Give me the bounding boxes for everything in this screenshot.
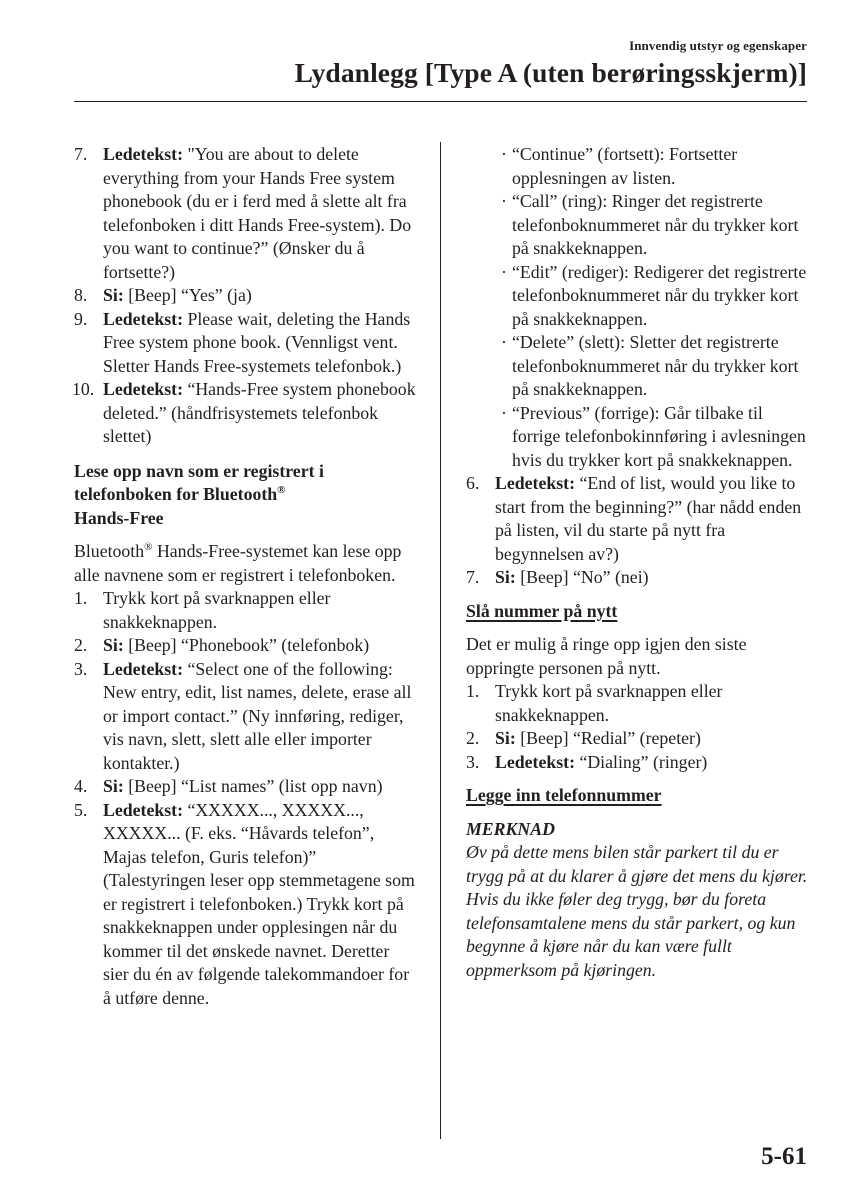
list-item [466, 727, 811, 751]
option-text: “Delete” (slett): Sletter det registrerte telefonboknummeret når du trykker kort på snakkeknappen. [512, 332, 799, 399]
step-text: “End of list, would you like to start from the beginning?” (har nådd enden på listen, vil du starte på nytt fra begynnelsen av?) [495, 473, 802, 564]
step-text: “XXXXX..., XXXXX..., XXXXX... (F. eks. “Håvards telefon”, Majas telefon, Guris telefon)” (Talestyringen leser opp stemmetagene som er registrert i telefonboken.) Trykk kort på snakkeknappen under opplesingen når du kommer til det ønskede navnet. Deretter sier du én av følgende talekommandoer for å utføre denne. [103, 799, 415, 1008]
heading-line: Lese opp navn som er registrert i [74, 460, 324, 481]
note-text: Øv på dette mens bilen står parkert til du er trygg på at du klarer å gjøre det mens du kjører. Hvis du ikke føler deg trygg, bør du foreta telefonsamtalene mens du står parkert, og kun begynne å kjøre når du kan være fullt oppmerksom på kjøringen. [466, 842, 808, 980]
steps-list-continue [466, 472, 811, 590]
title-divider [74, 101, 807, 102]
section-heading-enter-number: Legge inn telefonnummer [466, 785, 662, 805]
intro-paragraph [74, 540, 419, 587]
step-label: Si: [103, 635, 124, 655]
intro-text: Bluetooth [74, 541, 145, 561]
step-number: 1. [74, 588, 88, 608]
step-number: 1. [466, 681, 480, 701]
section-heading-redial: Slå nummer på nytt [466, 600, 618, 621]
list-item [466, 566, 811, 590]
step-text: “Hands-Free system phonebook deleted.” (håndfrisystemets telefonbok slettet) [103, 379, 416, 446]
bullet: · [501, 144, 507, 164]
step-label: Si: [495, 567, 516, 587]
step-number: 7. [466, 567, 480, 587]
step-label: Si: [103, 285, 124, 305]
list-item [466, 190, 811, 261]
option-text: “Previous” (forrige): Går tilbake til forrige telefonbokinnføring i avlesningen hvis du trykker kort på snakkeknappen. [512, 402, 806, 470]
bullet: · [501, 191, 507, 211]
steps-list-delete [74, 143, 419, 449]
page-title: Lydanlegg [Type A (uten berøringsskjerm)] [294, 57, 807, 88]
step-label: Ledetekst: [103, 308, 183, 329]
list-item [466, 751, 811, 775]
step-number: 4. [74, 776, 88, 796]
heading-line: Hands-Free [74, 507, 164, 528]
intro-text: Hands-Free-systemet kan lese opp alle navnene som er registrert i telefonboken. [74, 541, 402, 585]
step-number: 6. [466, 473, 480, 493]
list-item [466, 143, 811, 190]
redial-intro: Det er mulig å ringe opp igjen den siste oppringte personen på nytt. [466, 634, 747, 678]
step-label: Ledetekst: [103, 658, 183, 679]
list-item [74, 308, 419, 379]
note-title: MERKNAD [466, 818, 555, 839]
step-number: 2. [466, 728, 480, 748]
list-item [74, 634, 419, 658]
step-label: Ledetekst: [103, 144, 183, 164]
step-text: Trykk kort på svarknappen eller snakkeknappen. [495, 681, 723, 725]
list-item [466, 261, 811, 332]
step-label: Ledetekst: [103, 379, 183, 399]
list-item [466, 680, 811, 727]
steps-list-read-names [74, 587, 419, 1010]
list-item [74, 775, 419, 799]
step-number: 3. [74, 658, 88, 679]
registered-mark: ® [144, 541, 153, 554]
step-label: Si: [103, 776, 124, 796]
step-text: [Beep] “Yes” (ja) [123, 285, 252, 305]
list-item [466, 402, 811, 473]
step-label: Si: [495, 728, 516, 748]
voice-command-options [466, 143, 811, 472]
step-text: [Beep] “List names” (list opp navn) [123, 776, 383, 796]
step-label: Ledetekst: [495, 751, 575, 772]
section-label: Innvendig utstyr og egenskaper [629, 38, 807, 53]
step-text: “Dialing” (ringer) [575, 751, 708, 772]
step-text: “Select one of the following: New entry, edit, list names, delete, erase all or import contact.” (Ny innføring, rediger, vis navn, slett, slett alle eller importer kontakter.) [103, 658, 412, 773]
bullet: · [501, 332, 507, 352]
column-divider [440, 142, 441, 1139]
heading-line: telefonboken for Bluetooth [74, 484, 278, 504]
step-text: [Beep] “No” (nei) [515, 567, 649, 587]
section-heading-read-names [74, 460, 419, 531]
bullet: · [501, 402, 507, 423]
step-number: 10. [72, 379, 95, 399]
list-item [74, 378, 419, 449]
list-item [74, 799, 419, 1011]
step-text: Please wait, deleting the Hands Free system phone book. (Vennligst vent. Sletter Hands Free-systemets telefonbok.) [103, 308, 411, 376]
step-number: 8. [74, 285, 88, 305]
step-number: 5. [74, 799, 88, 820]
option-text: “Edit” (rediger): Redigerer det registrerte telefonboknummeret når du trykker kort på snakkeknappen. [512, 261, 807, 329]
bullet: · [501, 261, 507, 282]
list-item [74, 143, 419, 284]
left-column [74, 143, 419, 1010]
page-number: 5-61 [761, 1143, 807, 1170]
step-number: 3. [466, 751, 480, 772]
list-item [466, 331, 811, 402]
steps-list-redial [466, 680, 811, 774]
step-text: [Beep] “Phonebook” (telefonbok) [123, 635, 370, 655]
step-text: Trykk kort på svarknappen eller snakkeknappen. [103, 588, 331, 632]
step-text: [Beep] “Redial” (repeter) [515, 728, 701, 748]
option-text: “Continue” (fortsett): Fortsetter opplesningen av listen. [512, 144, 738, 188]
option-text: “Call” (ring): Ringer det registrerte telefonboknummeret når du trykker kort på snakkeknappen. [512, 191, 799, 258]
step-label: Ledetekst: [495, 473, 575, 493]
list-item [74, 587, 419, 634]
step-label: Ledetekst: [103, 799, 183, 820]
step-number: 7. [74, 144, 88, 164]
step-number: 2. [74, 635, 88, 655]
list-item [74, 658, 419, 776]
right-column [466, 143, 811, 982]
list-item [74, 284, 419, 308]
step-number: 9. [74, 308, 88, 329]
registered-mark: ® [277, 484, 286, 497]
step-text: "You are about to delete everything from your Hands Free system phonebook (du er i ferd med å slette alt fra telefonboken i ditt Hands Free-system). Do you want to continue?” (Ønsker du å fortsette?) [103, 144, 412, 282]
list-item [466, 472, 811, 566]
